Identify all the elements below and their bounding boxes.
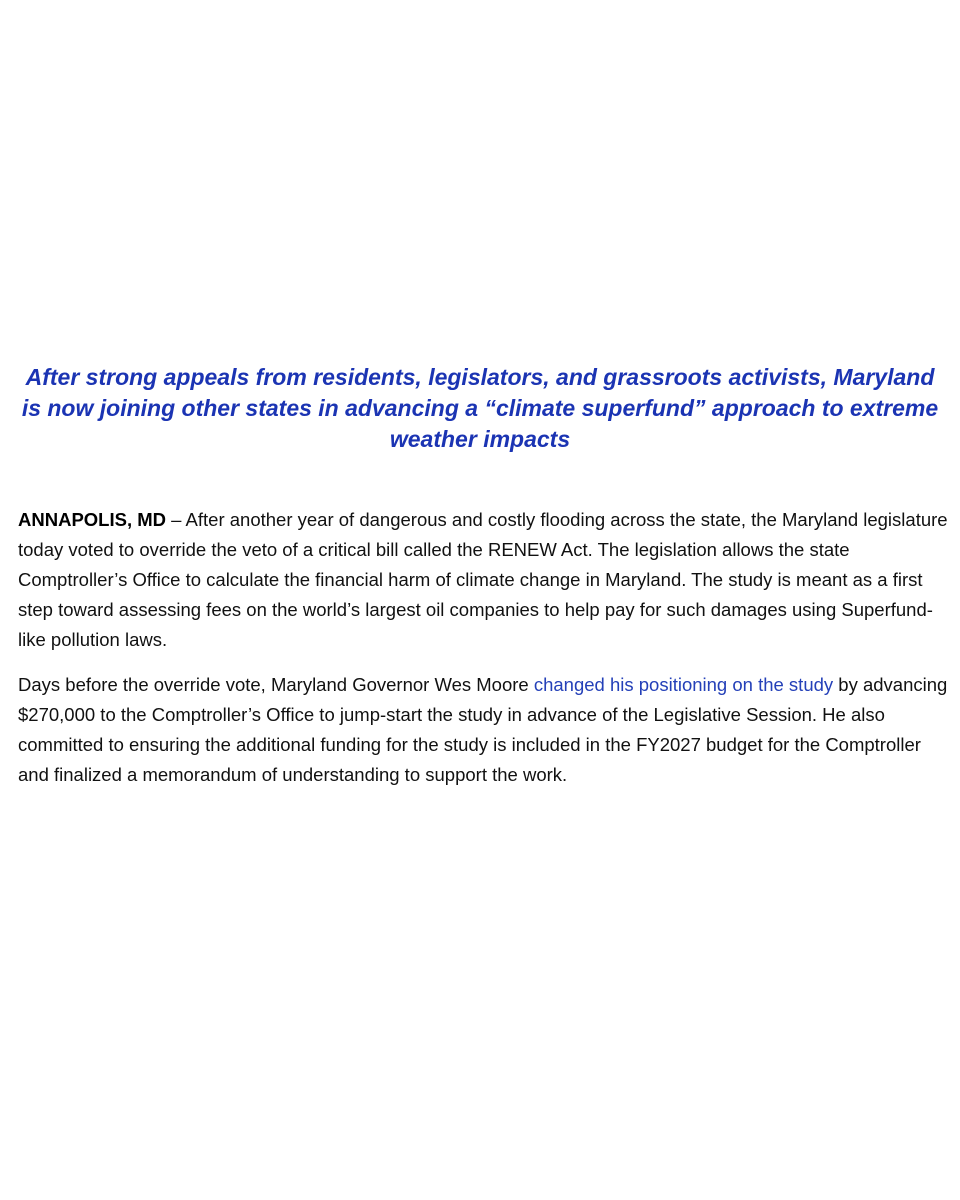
paragraph-2-text-after-link: by advancing $270,000 to the Comptroller’s Office to jump-start the study in advance of the Legislative Session. He also committed to ensuring the additional funding for the study is included in the FY2027 budget for the Comptroller and finalized a memorandum of understanding to support the work. [18,674,948,785]
study-positioning-link[interactable]: changed his positioning on the study [533,674,834,695]
article-body [18,505,948,805]
dateline: ANNAPOLIS, MD [18,509,166,530]
paragraph-2 [18,670,948,790]
article-subhead: After strong appeals from residents, legislators, and grassroots activists, Maryland is now joining other states in advancing a “climate superfund” approach to extreme weather impacts [21,364,939,452]
paragraph-1 [18,505,948,655]
paragraph-1-text: – After another year of dangerous and costly flooding across the state, the Maryland legislature today voted to override the veto of a critical bill called the RENEW Act. The legislation allows the state Comptroller’s Office to calculate the financial harm of climate change in Maryland. The study is meant as a first step toward assessing fees on the world’s largest oil companies to help pay for such damages using Superfund-like pollution laws. [18,509,948,650]
paragraph-2-text-before-link: Days before the override vote, Maryland Governor Wes Moore [18,674,534,695]
